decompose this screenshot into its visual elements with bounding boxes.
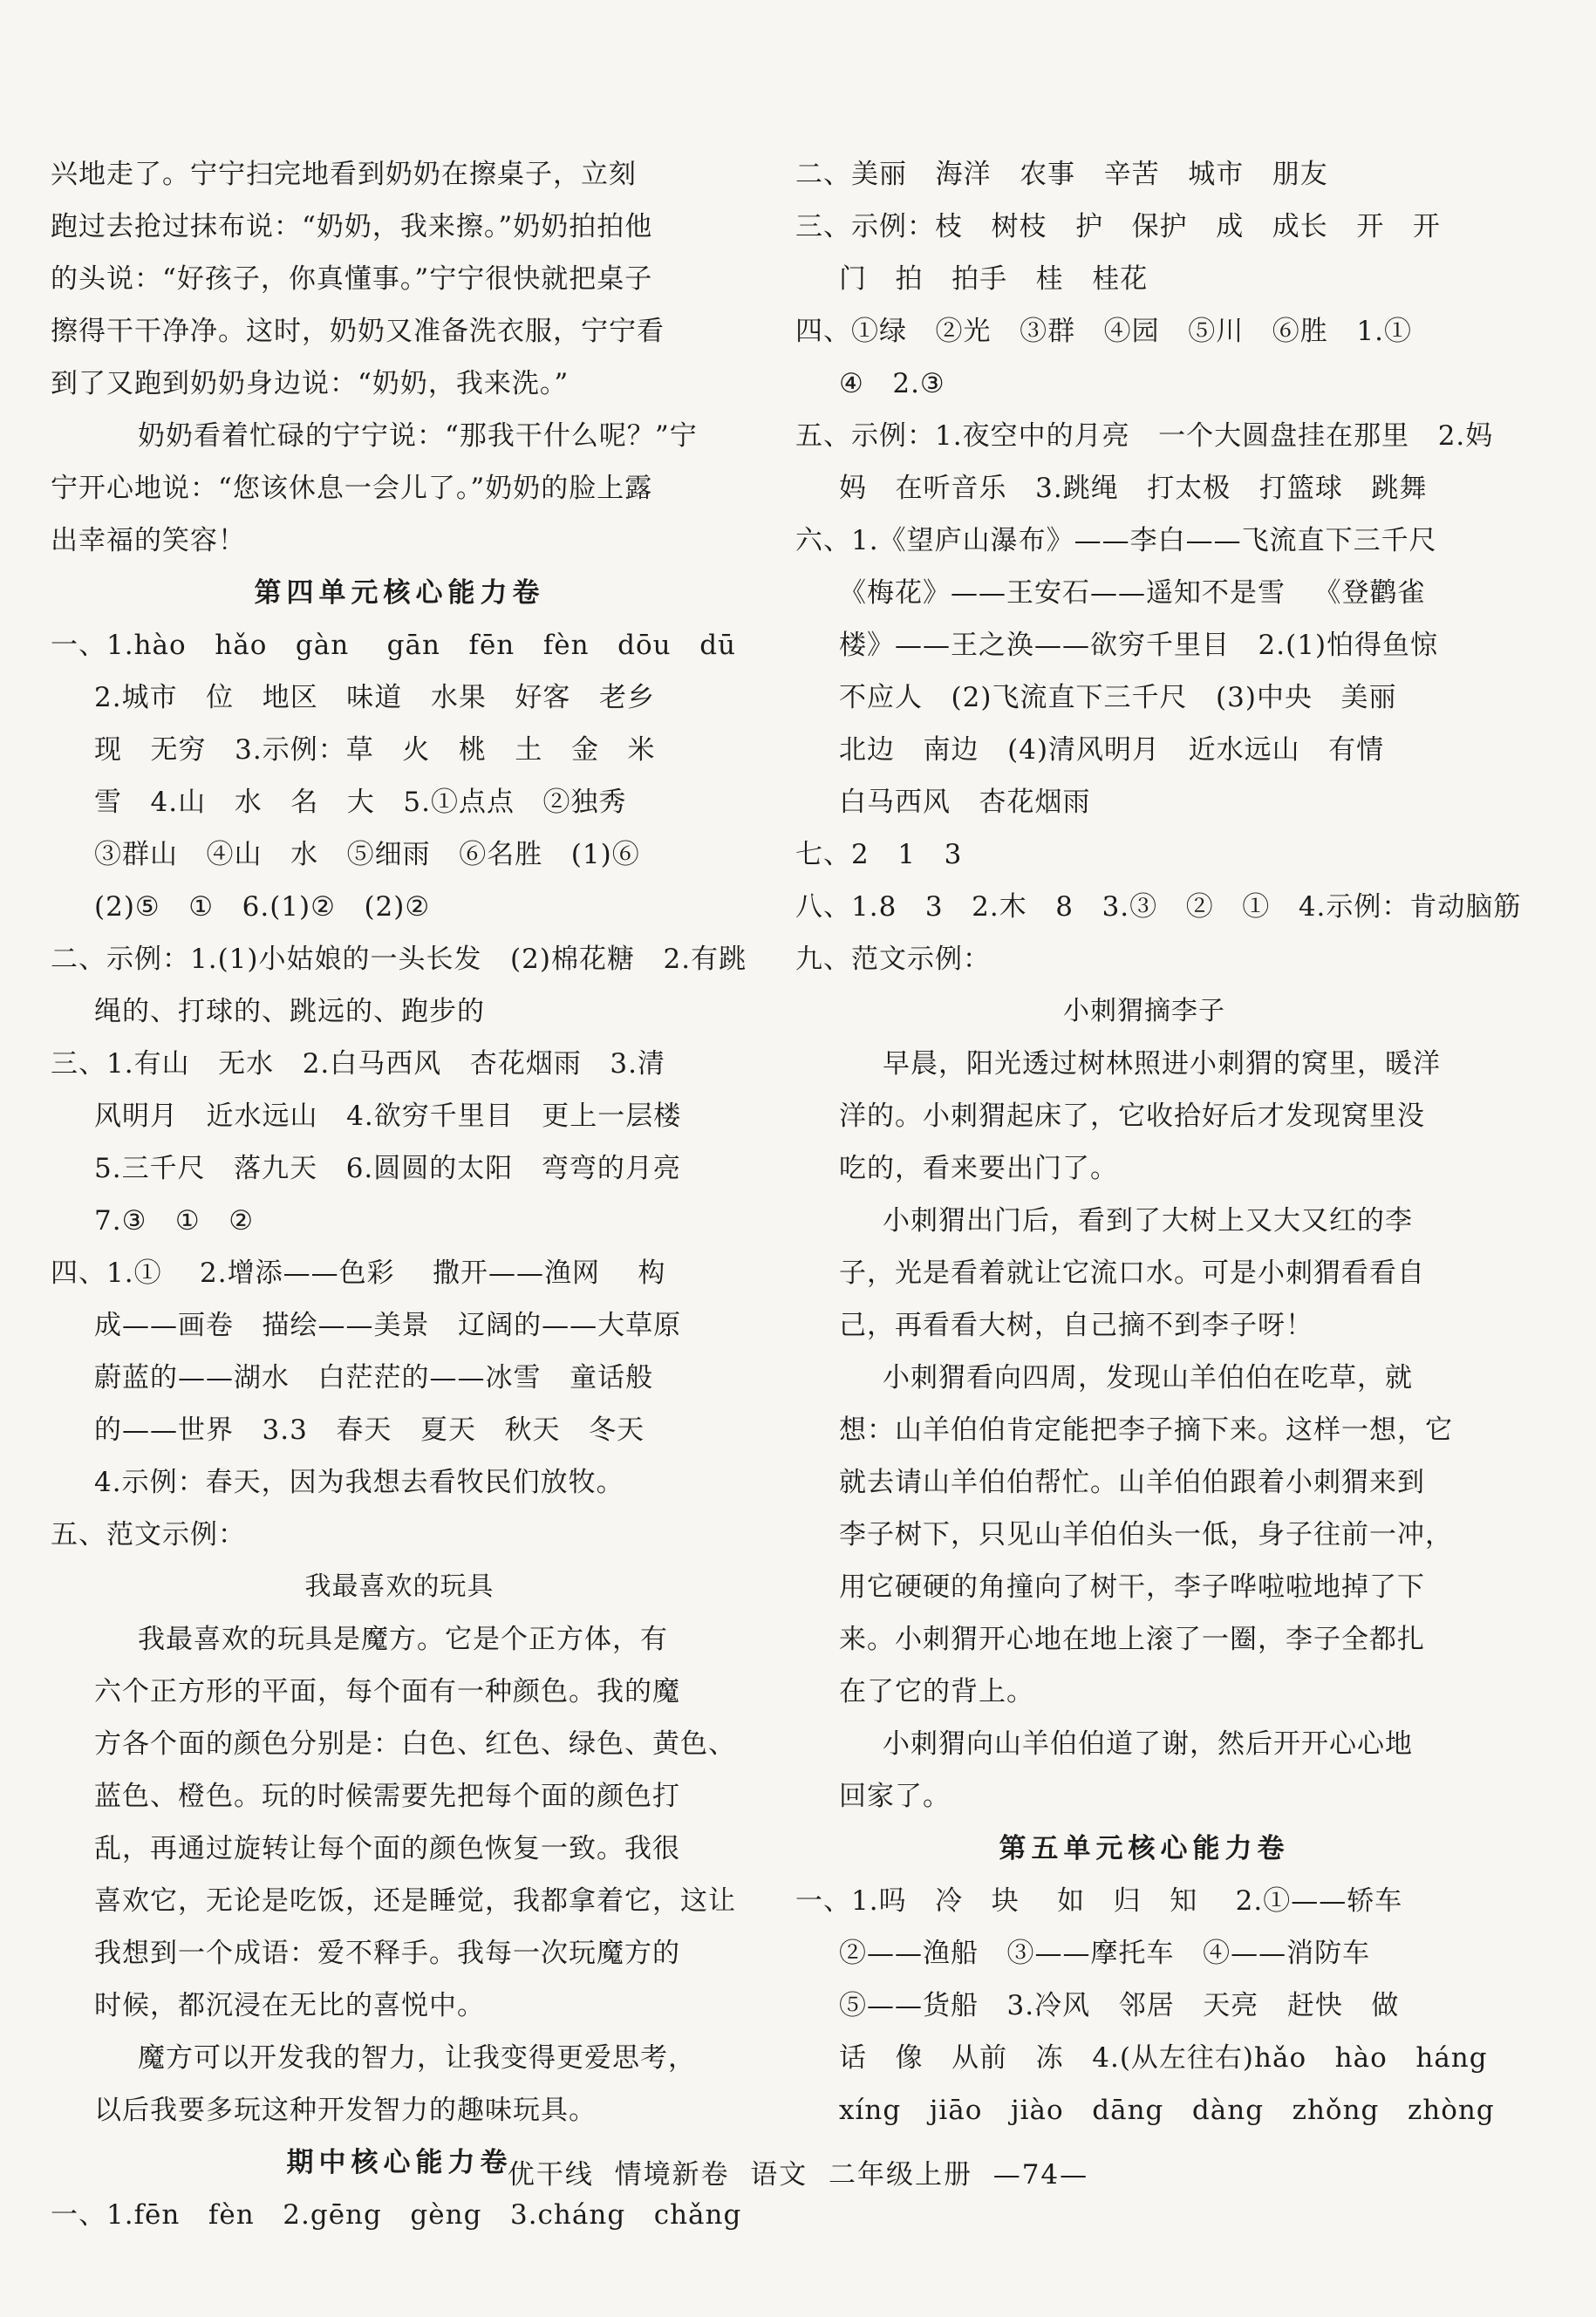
answer-line: (2)⑤ ① 6.(1)② (2)② bbox=[94, 891, 431, 923]
answer-line: ③群山 ④山 水 ⑤细雨 ⑥名胜 (1)⑥ bbox=[94, 839, 640, 870]
answer-line: 六个正方形的平面，每个面有一种颜色。我的魔 bbox=[94, 1676, 680, 1707]
paragraph-line: 小刺猬出门后，看到了大树上又大又红的李 bbox=[883, 1205, 1413, 1237]
answer-line: 一、1.fēn fèn 2.gēng gèng 3.cháng chǎng bbox=[51, 2199, 742, 2231]
left-column bbox=[51, 148, 748, 2241]
answer-line: 雪 4.山 水 名 大 5.①点点 ②独秀 bbox=[94, 787, 627, 818]
answer-line: 《梅花》——王安石——遥知不是雪 《登鹳雀 bbox=[839, 577, 1426, 609]
answer-line: 跑过去抢过抹布说：“奶奶，我来擦。”奶奶拍拍他 bbox=[51, 211, 653, 242]
answer-line: 子，光是看着就让它流口水。可是小刺猬看看自 bbox=[839, 1257, 1425, 1289]
answer-line: 七、2 1 3 bbox=[795, 839, 963, 870]
answer-line: 方各个面的颜色分别是：白色、红色、绿色、黄色、 bbox=[94, 1728, 736, 1760]
answer-line: 蓝色、橙色。玩的时候需要先把每个面的颜色打 bbox=[94, 1781, 680, 1812]
answer-line: 到了又跑到奶奶身边说：“奶奶，我来洗。” bbox=[51, 368, 570, 399]
answer-line: 北边 南边 (4)清风明月 近水远山 有情 bbox=[839, 734, 1385, 766]
answer-line: 洋的。小刺猬起床了，它收拾好后才发现窝里没 bbox=[839, 1101, 1425, 1132]
answer-line: 四、1.① 2.增添——色彩 撒开——渔网 构 bbox=[51, 1257, 666, 1289]
answer-line: 出幸福的笑容！ bbox=[51, 525, 246, 556]
answer-line: 想：山羊伯伯肯定能把李子摘下来。这样一想，它 bbox=[839, 1414, 1453, 1446]
answer-line: 五、范文示例： bbox=[51, 1519, 246, 1550]
answer-line: 风明月 近水远山 4.欲穷千里目 更上一层楼 bbox=[94, 1101, 682, 1132]
answer-line: 话 像 从前 冻 4.(从左往右)hǎo hào háng bbox=[839, 2042, 1488, 2074]
answer-line: 六、1.《望庐山瀑布》——李白——飞流直下三千尺 bbox=[795, 525, 1437, 556]
paragraph-line: 奶奶看着忙碌的宁宁说：“那我干什么呢？”宁 bbox=[138, 420, 698, 452]
essay-title: 小刺猬摘李子 bbox=[1063, 996, 1225, 1026]
answer-line: 二、示例：1.(1)小姑娘的一头长发 (2)棉花糖 2.有跳 bbox=[51, 944, 747, 975]
answer-line: 7.③ ① ② bbox=[94, 1205, 255, 1237]
answer-line: 三、1.有山 无水 2.白马西风 杏花烟雨 3.清 bbox=[51, 1048, 665, 1080]
answer-line: ②——渔船 ③——摩托车 ④——消防车 bbox=[839, 1938, 1371, 1969]
answer-line: 四、①绿 ②光 ③群 ④园 ⑤川 ⑥胜 1.① bbox=[795, 316, 1412, 347]
answer-line: 的头说：“好孩子，你真懂事。”宁宁很快就把桌子 bbox=[51, 263, 653, 295]
answer-line: 吃的，看来要出门了。 bbox=[839, 1153, 1118, 1184]
answer-line: 一、1.吗 冷 块 如 归 知 2.①——轿车 bbox=[795, 1885, 1403, 1917]
answer-line: 八、1.8 3 2.木 8 3.③ ② ① 4.示例：肯动脑筋 bbox=[795, 891, 1522, 923]
answer-line: 兴地走了。宁宁扫完地看到奶奶在擦桌子，立刻 bbox=[51, 159, 637, 190]
answer-line: ⑤——货船 3.冷风 邻居 天亮 赶快 做 bbox=[839, 1990, 1400, 2021]
answer-line: 李子树下，只见山羊伯伯头一低，身子往前一冲， bbox=[839, 1519, 1453, 1550]
page-footer: 优干线 情境新卷 语文 二年级上册 —74— bbox=[507, 2159, 1089, 2191]
answer-line: 妈 在听音乐 3.跳绳 打太极 打篮球 跳舞 bbox=[839, 473, 1428, 504]
answer-line: 蔚蓝的——湖水 白茫茫的——冰雪 童话般 bbox=[94, 1362, 654, 1394]
paragraph-line: 早晨，阳光透过树林照进小刺猬的窝里，暖洋 bbox=[883, 1048, 1441, 1080]
answer-line: ④ 2.③ bbox=[839, 368, 945, 399]
paragraph-line: 小刺猬看向四周，发现山羊伯伯在吃草，就 bbox=[883, 1362, 1413, 1394]
answer-line: 己，再看看大树，自己摘不到李子呀！ bbox=[839, 1310, 1313, 1341]
answer-line: 的——世界 3.3 春天 夏天 秋天 冬天 bbox=[94, 1414, 645, 1446]
answer-line: 成——画卷 描绘——美景 辽阔的——大草原 bbox=[94, 1310, 682, 1341]
answer-line: 回家了。 bbox=[839, 1781, 951, 1812]
answer-line: 擦得干干净净。这时，奶奶又准备洗衣服，宁宁看 bbox=[51, 316, 665, 347]
answer-line: 用它硬硬的角撞向了树干，李子哗啦啦地掉了下 bbox=[839, 1571, 1425, 1603]
right-column bbox=[795, 148, 1522, 2136]
essay-title: 我最喜欢的玩具 bbox=[304, 1571, 494, 1602]
answer-line: 就去请山羊伯伯帮忙。山羊伯伯跟着小刺猬来到 bbox=[839, 1467, 1425, 1498]
answer-line: 5.三千尺 落九天 6.圆圆的太阳 弯弯的月亮 bbox=[94, 1153, 681, 1184]
paragraph-line: 魔方可以开发我的智力，让我变得更爱思考， bbox=[138, 2042, 696, 2074]
answer-line: 以后我要多玩这种开发智力的趣味玩具。 bbox=[94, 2095, 597, 2126]
section-heading: 期中核心能力卷 bbox=[286, 2147, 513, 2178]
answer-line: 九、范文示例： bbox=[795, 944, 991, 975]
answer-line: 二、美丽 海洋 农事 辛苦 城市 朋友 bbox=[795, 159, 1328, 190]
answer-line: 五、示例：1.夜空中的月亮 一个大圆盘挂在那里 2.妈 bbox=[795, 420, 1494, 452]
answer-line: 一、1.hào hǎo gàn gān fēn fèn dōu dū bbox=[51, 630, 737, 661]
answer-line: 现 无穷 3.示例：草 火 桃 土 金 米 bbox=[94, 734, 656, 766]
answer-line: 2.城市 位 地区 味道 水果 好客 老乡 bbox=[94, 682, 655, 713]
answer-line: 乱，再通过旋转让每个面的颜色恢复一致。我很 bbox=[94, 1833, 680, 1864]
answer-line: 4.示例：春天，因为我想去看牧民们放牧。 bbox=[94, 1467, 624, 1498]
answer-line: 不应人 (2)飞流直下三千尺 (3)中央 美丽 bbox=[839, 682, 1397, 713]
answer-line: 绳的、打球的、跳远的、跑步的 bbox=[94, 996, 485, 1027]
answer-line: xíng jiāo jiào dāng dàng zhǒng zhòng bbox=[839, 2095, 1495, 2126]
section-heading: 第五单元核心能力卷 bbox=[999, 1833, 1290, 1864]
answer-line: 时候，都沉浸在无比的喜悦中。 bbox=[94, 1990, 485, 2021]
answer-line: 宁开心地说：“您该休息一会儿了。”奶奶的脸上露 bbox=[51, 473, 653, 504]
answer-line: 白马西风 杏花烟雨 bbox=[839, 787, 1091, 818]
paragraph-line: 小刺猬向山羊伯伯道了谢，然后开开心心地 bbox=[883, 1728, 1413, 1760]
answer-line: 喜欢它，无论是吃饭，还是睡觉，我都拿着它，这让 bbox=[94, 1885, 736, 1917]
answer-line: 我想到一个成语：爱不释手。我每一次玩魔方的 bbox=[94, 1938, 680, 1969]
answer-line: 楼》——王之涣——欲穷千里目 2.(1)怕得鱼惊 bbox=[839, 630, 1439, 661]
answer-line: 三、示例：枝 树枝 护 保护 成 成长 开 开 bbox=[795, 211, 1441, 242]
answer-line: 来。小刺猬开心地在地上滚了一圈，李子全都扎 bbox=[839, 1624, 1425, 1655]
section-heading: 第四单元核心能力卷 bbox=[254, 577, 545, 609]
answer-line: 在了它的背上。 bbox=[839, 1676, 1034, 1707]
answer-line: 门 拍 拍手 桂 桂花 bbox=[839, 263, 1149, 295]
paragraph-line: 我最喜欢的玩具是魔方。它是个正方体，有 bbox=[138, 1624, 668, 1655]
